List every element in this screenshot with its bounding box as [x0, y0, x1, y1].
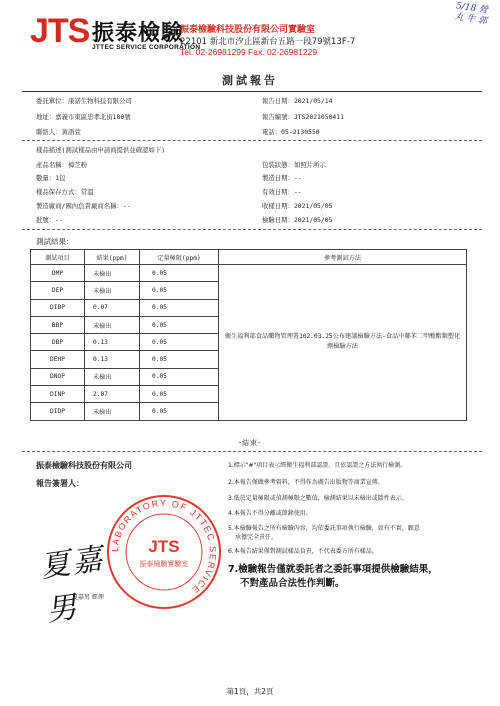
- signer-name: 夏嘉男 經理: [72, 594, 104, 601]
- company-name: 振泰檢驗科技股份有限公司實驗室: [180, 25, 316, 35]
- test-item: DEP: [31, 282, 85, 299]
- receive-date-row: 收樣日期：2021/05/05: [262, 202, 333, 210]
- test-item: DIBP: [31, 299, 85, 316]
- page-number: 第1頁，共2頁: [226, 687, 274, 696]
- test-result: 0.13: [85, 334, 140, 351]
- storage-row: 樣品保存方式：常溫: [36, 188, 94, 196]
- jts-logo: JTS: [30, 12, 90, 50]
- test-loq: 0.05: [140, 299, 219, 316]
- column-header: 結果(ppm): [85, 250, 140, 265]
- test-result: 未檢出: [85, 368, 140, 385]
- test-result: 0.13: [85, 351, 140, 368]
- column-header: 測試項目: [31, 250, 85, 265]
- report-date-row: 報告日期：2021/05/14: [262, 97, 333, 105]
- test-loq: 0.05: [140, 282, 219, 299]
- mfg-date-row: 製造日期：--: [262, 174, 302, 182]
- signer-label: 報告簽署人：: [36, 479, 84, 488]
- brand-english: JTTEC SERVICE CORPORATION: [92, 44, 201, 51]
- note: 6.本報告結果僅對測試樣品負責，不代表委方所有樣品。: [228, 548, 378, 555]
- test-date-row: 檢驗日期：2021/05/05: [262, 216, 333, 224]
- maker-row: 製造廠商/國內負責廠商名稱：--: [36, 202, 131, 210]
- table-row: [31, 265, 467, 282]
- note-7-line-1: 7.檢驗報告僅就委託者之委託事項提供檢驗結果，: [228, 564, 438, 575]
- table-header-row: [31, 250, 467, 265]
- test-loq: 0.05: [140, 403, 219, 420]
- test-loq: 0.05: [140, 334, 219, 351]
- test-item: DNOP: [31, 368, 85, 385]
- phone-row: 電話：05-2130550: [262, 128, 320, 136]
- client-row: 委託單位：康諾生物科技有限公司: [36, 97, 132, 105]
- results-table: [30, 249, 467, 421]
- divider: [22, 451, 482, 452]
- stamp-center-logo: JTS: [148, 537, 180, 556]
- quantity-row: 數量：1包: [36, 174, 66, 182]
- test-item: DIDP: [31, 403, 85, 420]
- stamp-center-text: 振泰檢驗實驗室: [139, 560, 189, 568]
- test-result: 2.07: [85, 386, 140, 403]
- test-item: DBP: [31, 334, 85, 351]
- stamp-ring-text: LABORATORY OF JTTEC SERVICE: [109, 497, 219, 597]
- batch-row: 批號：--: [36, 216, 63, 224]
- test-loq: 0.05: [140, 386, 219, 403]
- column-header: 定量極限(ppm): [140, 250, 219, 265]
- test-result: 未檢出: [85, 265, 140, 282]
- test-item: BBP: [31, 316, 85, 333]
- divider: [22, 140, 482, 141]
- package-row: 包裝狀態：如照片所示: [262, 161, 326, 169]
- end-mark: -結束-: [238, 439, 262, 447]
- handwritten-note: 5/18 營 丸 牛 郭: [453, 1, 489, 27]
- address-row: 地址：嘉義市東區忠孝北街180號: [36, 113, 131, 121]
- note: 1.標示"#"項目表示經衛生福利部認證，且依認證之方法執行檢測。: [228, 462, 407, 469]
- report-title: 測試報告: [222, 74, 278, 87]
- column-header: 參考測試方法: [219, 250, 467, 265]
- note: 4.本報告不得分離或節錄使用。: [228, 510, 312, 517]
- test-item: DEHP: [31, 351, 85, 368]
- test-loq: 0.05: [140, 351, 219, 368]
- note: 3.低於定量極限或偵測極限之數值，檢測結果以未檢出或陰性表示。: [228, 495, 408, 502]
- lab-name: 振泰檢驗科技股份有限公司: [36, 461, 132, 470]
- divider: [22, 229, 482, 230]
- expiry-row: 有效日期：--: [262, 188, 302, 196]
- test-result: 未檢出: [85, 403, 140, 420]
- test-method: 衛生福利部食品藥物管理署102.03.25公布建議檢驗方法-食品中鄰苯二甲酸酯類塑化劑檢驗方法: [219, 265, 467, 421]
- test-loq: 0.05: [140, 265, 219, 282]
- test-result: 未檢出: [85, 282, 140, 299]
- note: 2.本報告僅做參考資料，不得作為廣告出版物等商業宣傳。: [228, 479, 384, 486]
- test-loq: 0.05: [140, 316, 219, 333]
- company-phone: Tel. 02-26981299 Fax. 02-26981229: [180, 47, 318, 57]
- report-number-row: 報告編號：JTS2021050411: [262, 113, 344, 121]
- sample-heading: 樣品描述(測試樣品由申請商提供並確認如下): [36, 146, 166, 154]
- test-item: DMP: [31, 265, 85, 282]
- product-name-row: 產品名稱：樟芝粉: [36, 161, 88, 169]
- test-result: 0.07: [85, 299, 140, 316]
- company-address: 22101 新北市汐止區新台五路一段79號13F-7: [180, 37, 356, 47]
- test-loq: 0.05: [140, 368, 219, 385]
- results-heading: 測試結果：: [36, 237, 74, 246]
- divider: [22, 91, 482, 92]
- note: 承擔完全責任。: [235, 534, 278, 541]
- test-item: DINP: [31, 386, 85, 403]
- contact-row: 聯絡人：黃語萱: [36, 128, 81, 136]
- handwritten-signature: 夏嘉男: [38, 541, 107, 629]
- note: 5.本檢驗報告之所有檢驗內容，均依委託事項執行檢驗，如有不實，願意: [228, 525, 420, 532]
- test-result: 未檢出: [85, 316, 140, 333]
- note-7-line-2: 不對產品合法性作判斷。: [240, 578, 345, 589]
- brand-chinese: 振泰檢驗: [92, 21, 185, 46]
